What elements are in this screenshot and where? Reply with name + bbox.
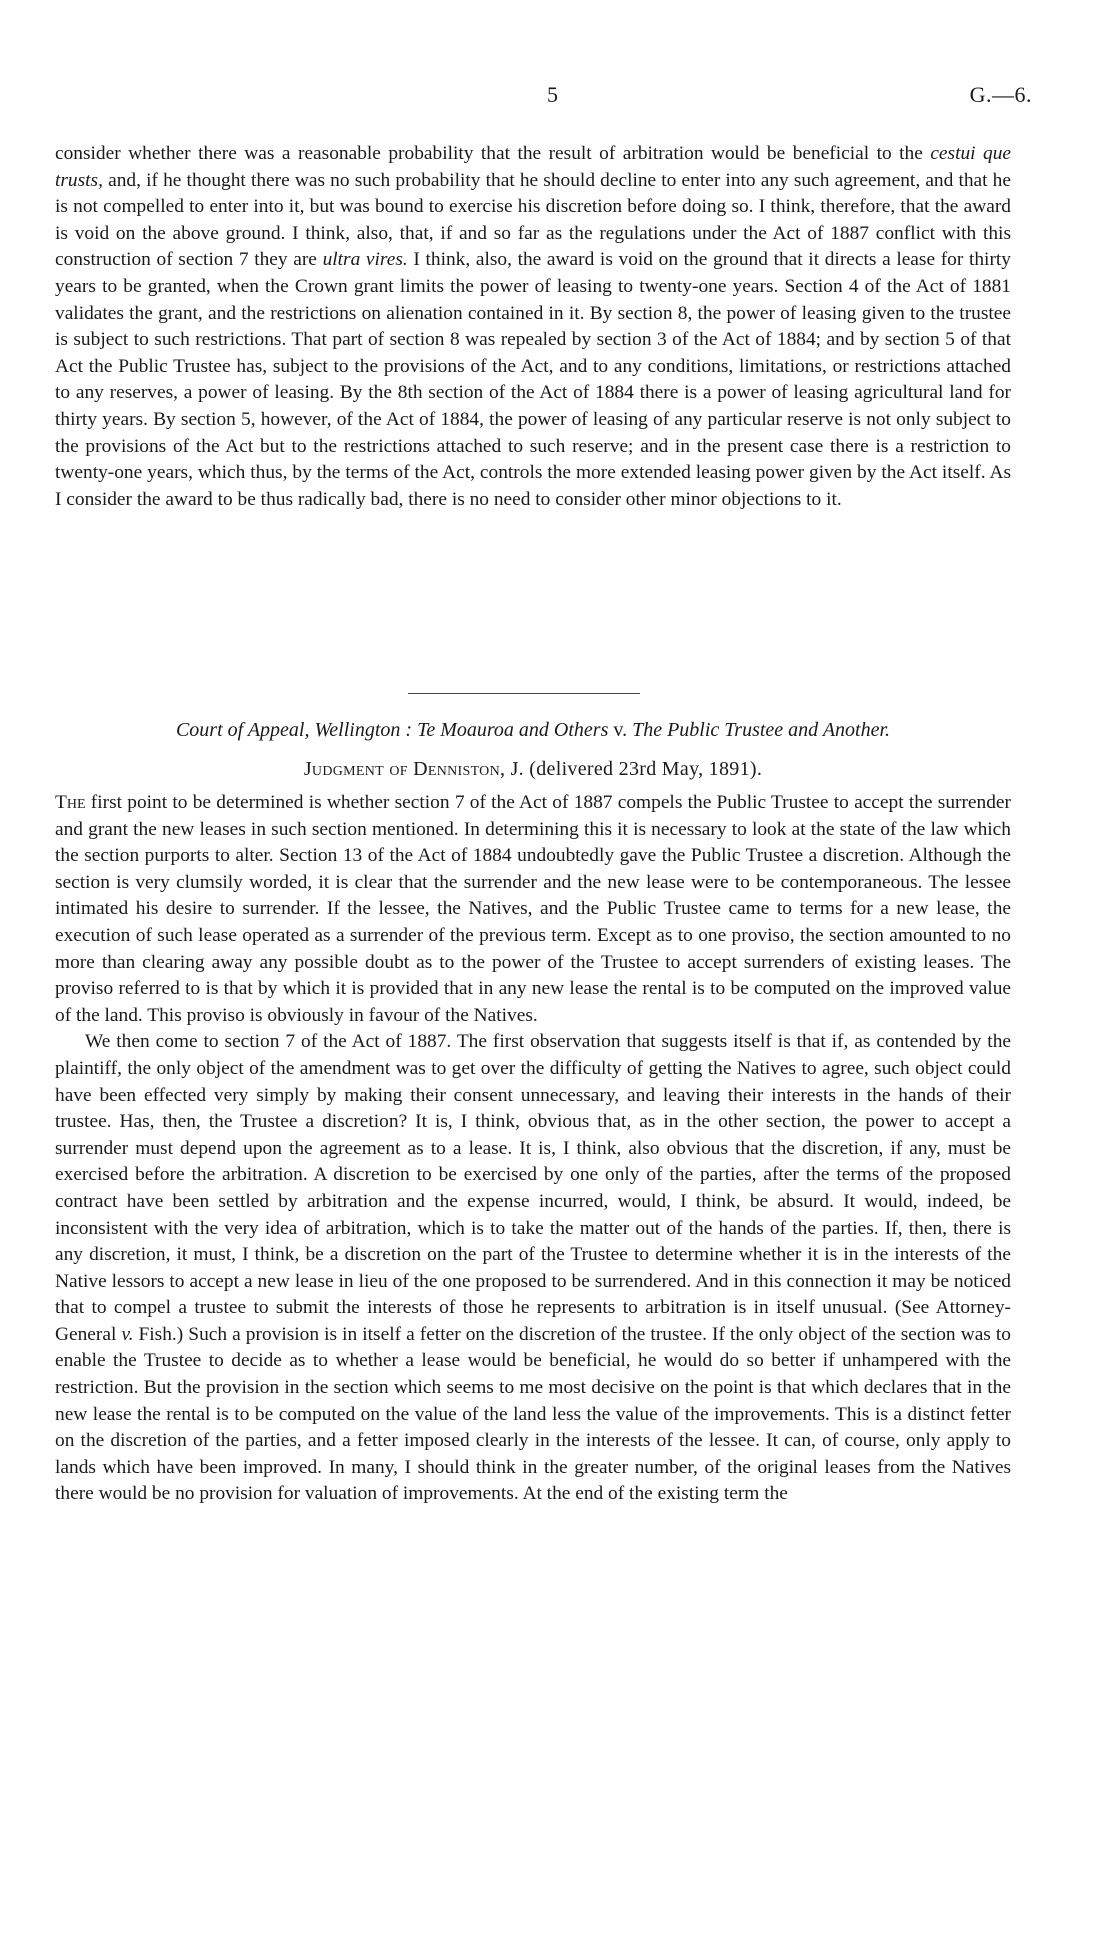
judgment-heading (55, 758, 1011, 781)
italic-phrase: ultra vires. (322, 249, 408, 271)
paragraph (55, 790, 1011, 1029)
case-title (55, 719, 1011, 742)
text-run: first point to be determined is whether section 7 of the Act of 1887 compels the Public Trustee to accept the surrender and grant the new leases in such section mentioned. In determining this it is necessary to look at the state of the law which the section purports to alter. Section 13 of the Act of 1884 undoubtedly gave the Public Trustee a discretion. Although the section is very clumsily worded, it is clear that the surrender and the new lease were to be contemporaneous. The lessee intimated his desire to surrender. If the lessee, the Natives, and the Public Trustee came to terms for a new lease, the execution of such lease operated as a surrender of the previous term. Except as to one proviso, the section amounted to no more than clearing away any possible doubt as to the power of the Trustee to accept surrenders of existing leases. The proviso referred to is that by which it is provided that in any new lease the rental is to be computed on the improved value of the land. This proviso is obviously in favour of the Natives. (55, 792, 1011, 1026)
text-run: and, if he thought there was no such probability that he should decline to enter into any such agreement, and that he is not compelled to enter into it, but was bound to exercise his discretion before doing so. I think, therefore, that the award is void on the above ground. I think, also, that, if and so far as the regulations under the Act of 1887 conflict with this construction of section 7 they are (55, 169, 1011, 271)
case-title-versus: v. (608, 719, 633, 741)
page-number: 5 (547, 82, 558, 107)
judgment-date: , J. (delivered 23rd May, 1891). (500, 758, 763, 780)
section-divider (408, 693, 640, 694)
text-run: We then come to section 7 of the Act of 1887. The first observation that suggests itself is that if, as contended by the plaintiff, the only object of the amendment was to get over the difficulty of getting the Natives to agree, such object could have been effected very simply by making their consent unnecessary, and leaving their interests in the hands of their trustee. Has, then, the Trustee a discretion? It is, I think, obvious that, as in the other section, the power to accept a surrender must depend upon the agreement as to a lease. It is, I think, also obvious that the discretion, if any, must be exercised before the arbitration. A discretion to be exercised by one only of the parties, after the terms of the proposed contract have been settled by arbitration and the expense incurred, would, I think, be absurd. It would, indeed, be inconsistent with the very idea of arbitration, which is to take the matter out of the hands of the parties. If, then, there is any discretion, it must, I think, be a discretion on the part of the Trustee to determine whether it is in the interests of the Native lessors to accept a new lease in lieu of the one proposed to be surrendered. And in this connection it may be noticed that to compel a trustee to submit the interests of those he represents to arbitration is in itself unusual. (See Attorney-General (55, 1031, 1011, 1345)
judgment-body (55, 790, 1011, 1508)
judgment-continuation (55, 141, 1011, 513)
text-run: Fish.) Such a provision is in itself a fetter on the discretion of the trustee. If the only object of the section was to enable the Trustee to decide as to whether a lease would be beneficial, he would do so better if unhampered with the restriction. But the provision in the section which seems to me most decisive on the point is that which declares that in the new lease the rental is to be computed on the value of the land less the value of the improvements. This is a distinct fetter on the discretion of the parties, and a fetter imposed clearly in the interests of the lessee. It can, of course, only apply to lands which have been improved. In many, I should think in the greater number, of the original leases from the Natives there would be no provision for valuation of improvements. At the end of the existing term the (55, 1323, 1011, 1505)
paragraph (55, 1029, 1011, 1508)
lead-word: The (55, 792, 86, 813)
italic-phrase: cestui que trusts, (55, 143, 1012, 191)
text-run: consider whether there was a reasonable probability that the result of arbitration would be beneficial to the (55, 143, 931, 164)
paragraph (55, 141, 1011, 513)
italic-phrase: v. (121, 1323, 134, 1345)
page-header (0, 82, 1114, 112)
text-run: I think, also, the award is void on the ground that it directs a lease for thirty years to be granted, when the Crown grant limits the power of leasing to twenty-one years. Section 4 of the Act of 1881 validates the grant, and the restrictions on alienation contained in it. By section 8, the power of leasing given to the trustee is subject to such restrictions. That part of section 8 was repealed by section 3 of the Act of 1884; and by section 5 of that Act the Public Trustee has, subject to the provisions of the Act, and to any conditions, limitations, or restrictions attached to any reserves, a power of leasing. By the 8th section of the Act of 1884 there is a power of leasing agricultural land for thirty years. By section 5, however, of the Act of 1884, the power of leasing of any particular reserve is not only subject to the provisions of the Act but to the restrictions attached to such reserve; and in the present case there is a restriction to twenty-one years, which thus, by the terms of the Act, controls the more extended leasing power given by the Act itself. As I consider the award to be thus radically bad, there is no need to consider other minor objections to it. (55, 249, 1011, 510)
document-reference: G.—6. (969, 82, 1032, 107)
case-title-part: Court of Appeal, Wellington : Te Moauroa and Others (175, 719, 609, 741)
case-title-part: The Public Trustee and Another. (632, 719, 891, 741)
judgment-label: Judgment of Denniston (303, 758, 500, 780)
